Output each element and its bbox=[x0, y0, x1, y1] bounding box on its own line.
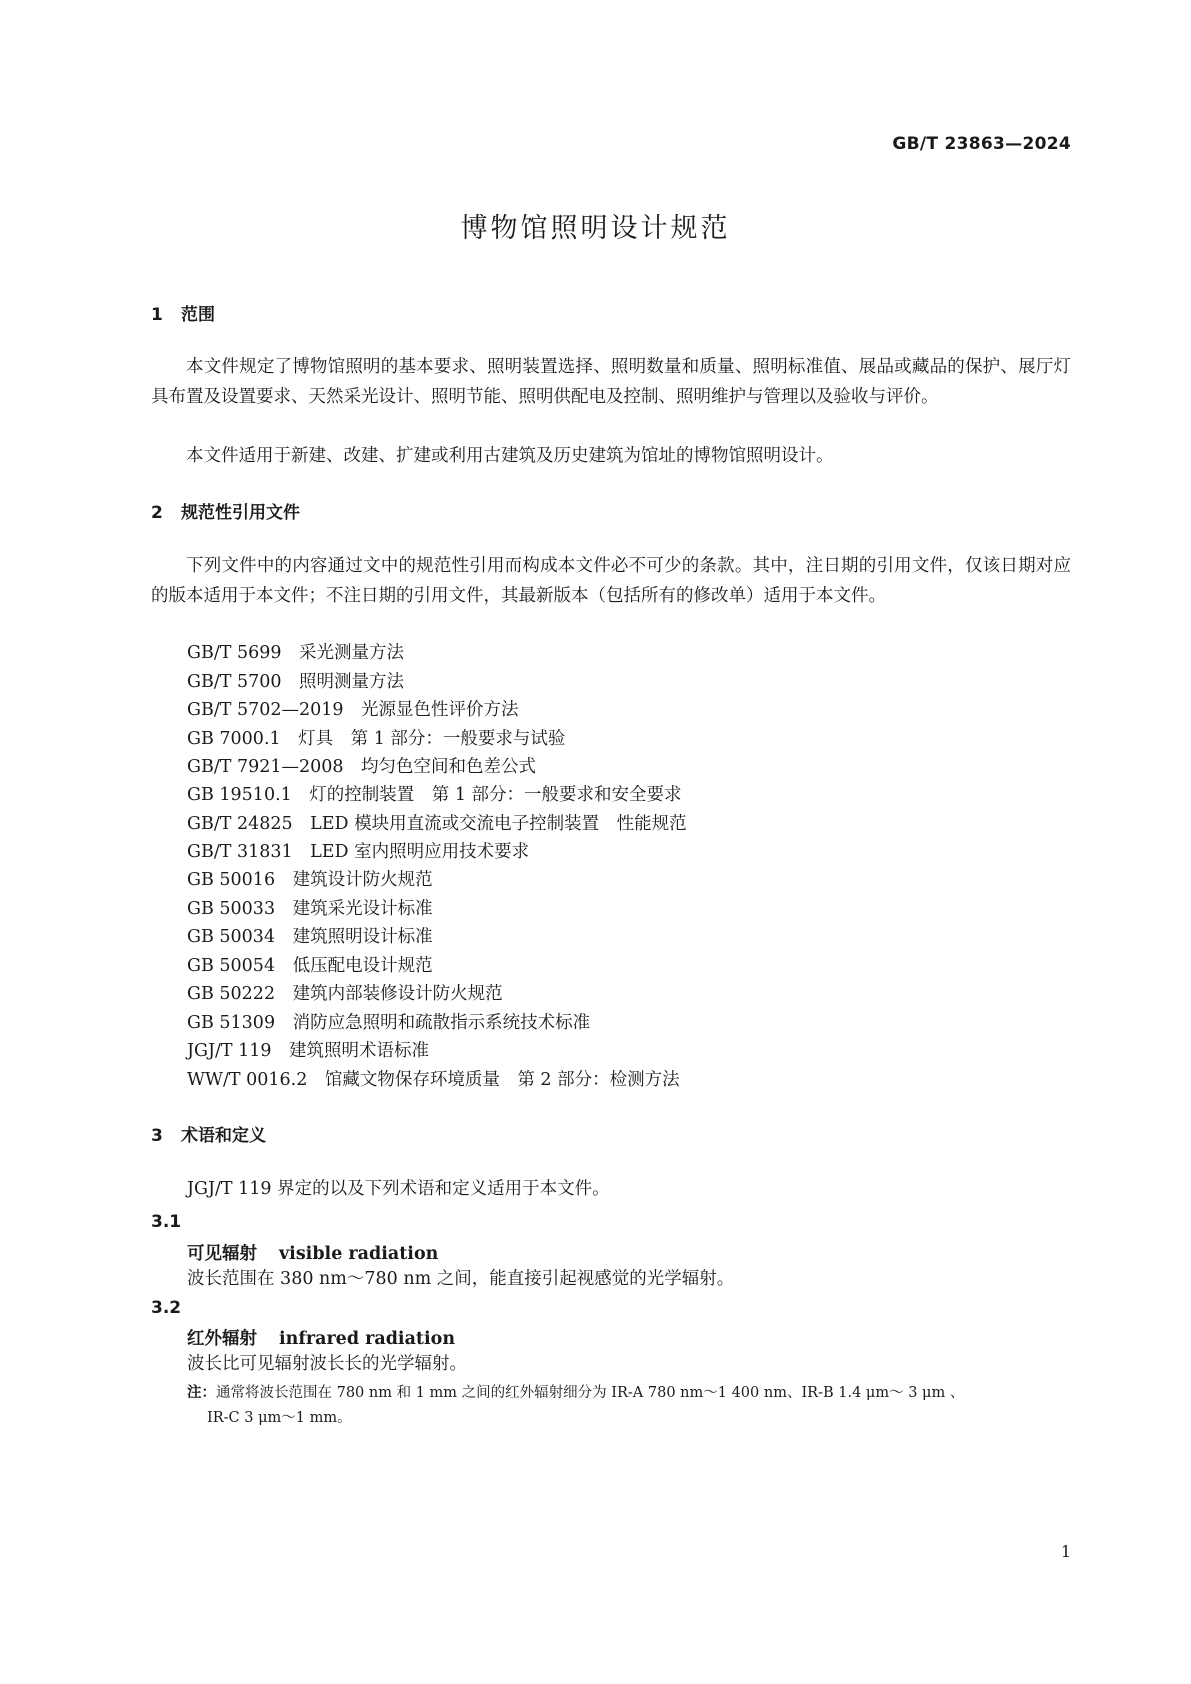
note-label: 注： bbox=[187, 1385, 216, 1401]
reference-item: GB 7000.1 灯具 第 1 部分：一般要求与试验 bbox=[187, 729, 566, 749]
normative-intro: 下列文件中的内容通过文中的规范性引用而构成本文件必不可少的条款。其中，注日期的引用文件，仅该日期对应的版本适用于本文件；不注日期的引用文件，其最新版本（包括所有的修改单）适用于本文件。 bbox=[151, 556, 1071, 606]
term-en: visible radiation bbox=[279, 1244, 439, 1264]
section-title: 术语和定义 bbox=[181, 1126, 266, 1146]
term-zh: 可见辐射 bbox=[187, 1244, 257, 1264]
reference-item: GB 19510.1 灯的控制装置 第 1 部分：一般要求和安全要求 bbox=[187, 785, 682, 805]
section-number: 2 bbox=[151, 503, 163, 523]
term-entry bbox=[187, 1240, 438, 1265]
section-2-heading bbox=[151, 498, 300, 523]
section-3-heading bbox=[151, 1121, 266, 1146]
reference-item: GB/T 5700 照明测量方法 bbox=[187, 672, 405, 692]
reference-item: JGJ/T 119 建筑照明术语标准 bbox=[187, 1041, 430, 1061]
section-title: 规范性引用文件 bbox=[181, 503, 300, 523]
clause-number: 3.1 bbox=[151, 1212, 182, 1232]
term-entry bbox=[187, 1325, 455, 1350]
reference-item: GB/T 5702—2019 光源显色性评价方法 bbox=[187, 700, 519, 720]
reference-item: WW/T 0016.2 馆藏文物保存环境质量 第 2 部分：检测方法 bbox=[187, 1070, 680, 1090]
clause-number: 3.2 bbox=[151, 1298, 182, 1318]
section-number: 3 bbox=[151, 1126, 163, 1146]
standard-code: GB/T 23863—2024 bbox=[892, 134, 1071, 154]
reference-item: GB 50016 建筑设计防火规范 bbox=[187, 870, 433, 890]
term-zh: 红外辐射 bbox=[187, 1329, 257, 1349]
section-number: 1 bbox=[151, 305, 163, 325]
reference-item: GB 50054 低压配电设计规范 bbox=[187, 956, 433, 976]
document-title: 博物馆照明设计规范 bbox=[460, 213, 731, 244]
reference-item: GB 50033 建筑采光设计标准 bbox=[187, 899, 433, 919]
scope-paragraph-2: 本文件适用于新建、改建、扩建或利用古建筑及历史建筑为馆址的博物馆照明设计。 bbox=[186, 446, 834, 466]
reference-item: GB 50222 建筑内部装修设计防火规范 bbox=[187, 984, 503, 1004]
note-text: 通常将波长范围在 780 nm 和 1 mm 之间的红外辐射细分为 IR-A 780 nm～1 400 nm、IR-B 1.4 μm～ 3 μm 、 bbox=[216, 1385, 965, 1401]
reference-item: GB/T 7921—2008 均匀色空间和色差公式 bbox=[187, 757, 537, 777]
terms-intro: JGJ/T 119 界定的以及下列术语和定义适用于本文件。 bbox=[187, 1179, 610, 1199]
scope-paragraph-1: 本文件规定了博物馆照明的基本要求、照明装置选择、照明数量和质量、照明标准值、展品或藏品的保护、展厅灯具布置及设置要求、天然采光设计、照明节能、照明供配电及控制、照明维护与管理以及验收与评价。 bbox=[151, 357, 1071, 407]
page-number: 1 bbox=[1060, 1542, 1071, 1561]
note bbox=[187, 1381, 1067, 1431]
reference-item: GB 51309 消防应急照明和疏散指示系统技术标准 bbox=[187, 1013, 591, 1033]
term-en: infrared radiation bbox=[279, 1329, 456, 1349]
term-definition: 波长范围在 380 nm～780 nm 之间，能直接引起视感觉的光学辐射。 bbox=[187, 1269, 735, 1289]
note-text-continued: IR-C 3 μm～1 mm。 bbox=[207, 1410, 352, 1426]
section-1-heading bbox=[151, 300, 215, 325]
reference-item: GB 50034 建筑照明设计标准 bbox=[187, 927, 433, 947]
reference-item: GB/T 24825 LED 模块用直流或交流电子控制装置 性能规范 bbox=[187, 814, 687, 834]
section-title: 范围 bbox=[181, 305, 215, 325]
reference-item: GB/T 31831 LED 室内照明应用技术要求 bbox=[187, 842, 530, 862]
term-definition: 波长比可见辐射波长长的光学辐射。 bbox=[187, 1354, 467, 1374]
reference-item: GB/T 5699 采光测量方法 bbox=[187, 643, 405, 663]
